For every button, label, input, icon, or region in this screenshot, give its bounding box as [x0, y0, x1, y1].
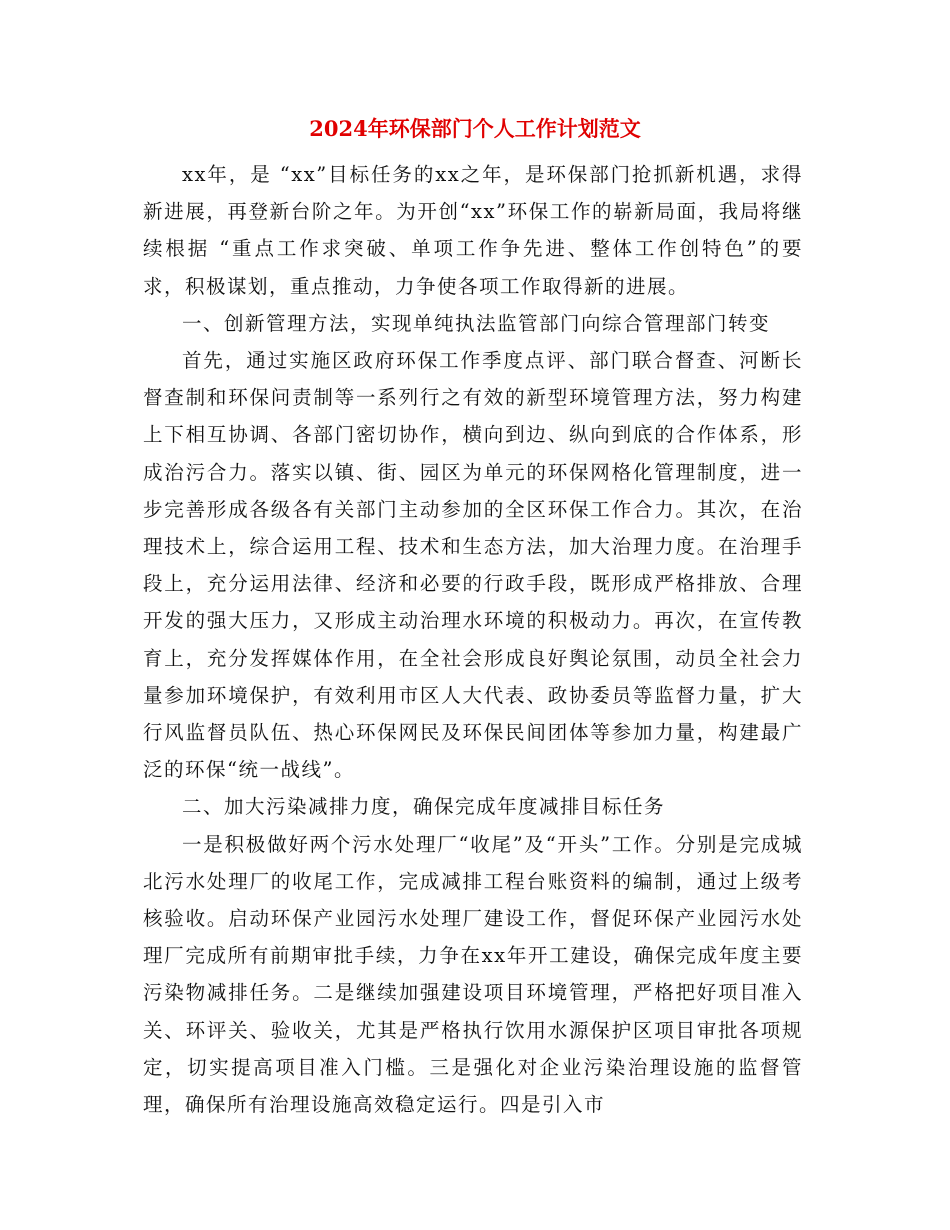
intro-paragraph: xx年，是 “xx”目标任务的xx之年，是环保部门抢抓新机遇，求得新进展，再登新台阶之年。为开创“xx”环保工作的崭新局面，我局将继续根据 “重点工作求突破、单项工作争先进、整体工作创特色”的要求，积极谋划，重点推动，力争使各项工作取得新的进展。	[143, 163, 803, 298]
section-heading-1: 一、创新管理方法，实现单纯执法监管部门向综合管理部门转变	[182, 311, 771, 335]
document-title: 2024年环保部门个人工作计划范文	[309, 116, 641, 141]
section-heading-2: 二、加大污染减排力度，确保完成年度减排目标任务	[182, 795, 666, 819]
document-body	[143, 156, 803, 1123]
section-1-paragraph: 首先，通过实施区政府环保工作季度点评、部门联合督查、河断长督查制和环保问责制等一系列行之有效的新型环境管理方法，努力构建上下相互协调、各部门密切协作，横向到边、纵向到底的合作体系，形成治污合力。落实以镇、街、园区为单元的环保网格化管理制度，进一步完善形成各级各有关部门主动参加的全区环保工作合力。其次，在治理技术上，综合运用工程、技术和生态方法，加大治理力度。在治理手段上，充分运用法律、经济和必要的行政手段，既形成严格排放、合理开发的强大压力，又形成主动治理水环境的积极动力。再次，在宣传教育上，充分发挥媒体作用，在全社会形成良好舆论氛围，动员全社会力量参加环境保护，有效利用市区人大代表、政协委员等监督力量，扩大行风监督员队伍、热心环保网民及环保民间团体等参加力量，构建最广泛的环保“统一战线”。	[143, 349, 803, 782]
section-2-paragraph: 一是积极做好两个污水处理厂“收尾”及“开头”工作。分别是完成城北污水处理厂的收尾工作，完成减排工程台账资料的编制，通过上级考核验收。启动环保产业园污水处理厂建设工作，督促环保产业园污水处理厂完成所有前期审批手续，力争在xx年开工建设，确保完成年度主要污染物减排任务。二是继续加强建设项目环境管理，严格把好项目准入关、环评关、验收关，尤其是严格执行饮用水源保护区项目审批各项规定，切实提高项目准入门槛。三是强化对企业污染治理设施的监督管理，确保所有治理设施高效稳定运行。四是引入市	[143, 832, 803, 1117]
